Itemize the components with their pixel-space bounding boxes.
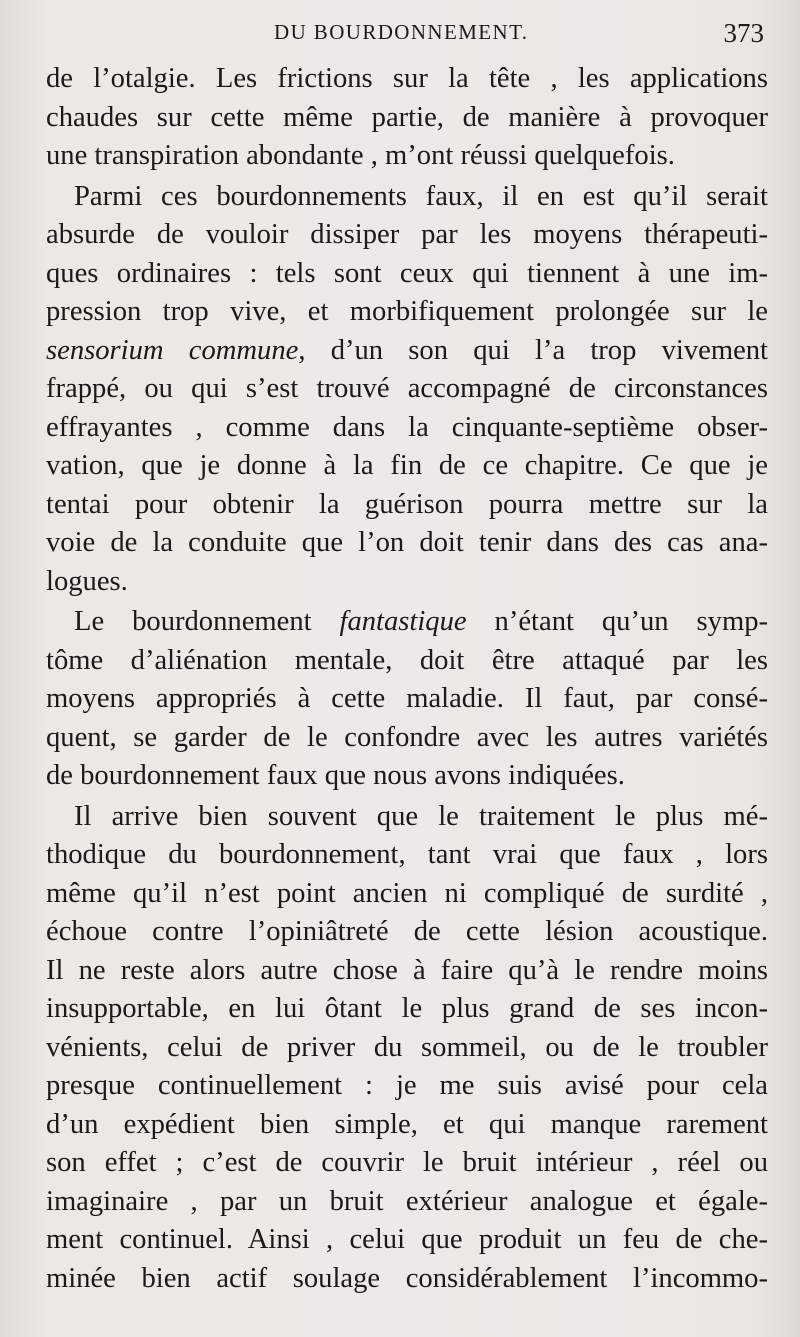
text-line: tôme d’aliénation mentale, doit être attaqué par les — [46, 644, 768, 676]
text-line: vation, que je donne à la fin de ce chapitre. Ce que je — [46, 450, 768, 481]
text-line: presque continuellement : je me suis avisé pour cela — [46, 1070, 768, 1101]
text-line — [46, 603, 768, 642]
text-line: moyens appropriés à cette maladie. Il faut, par consé- — [46, 683, 768, 714]
text-line: effrayantes , comme dans la cinquante-septième obser- — [46, 411, 768, 443]
text-line: de l’otalgie. Les frictions sur la tête , les applications — [46, 63, 768, 94]
text-line: Il ne reste alors autre chose à faire qu’à le rendre moins — [46, 954, 768, 986]
text-line: thodique du bourdonnement, tant vrai que faux , lors — [46, 839, 768, 870]
text-line: minée bien actif soulage considérablement l’incommo- — [46, 1262, 768, 1294]
text-line: logues. — [46, 565, 128, 597]
text-line: ment continuel. Ainsi , celui que produit un feu de che- — [46, 1224, 768, 1255]
text-line: frappé, ou qui s’est trouvé accompagné de circonstances — [46, 373, 768, 404]
text-line: de bourdonnement faux que nous avons indiquées. — [46, 760, 625, 791]
running-head — [46, 16, 768, 52]
italic-term: sensorium commune — [46, 334, 299, 366]
text-line: voie de la conduite que l’on doit tenir dans des cas ana- — [46, 527, 768, 558]
text-line: absurde de vouloir dissiper par les moyens thérapeuti- — [46, 219, 768, 250]
text-line: quent, se garder de le confondre avec les autres variétés — [46, 721, 768, 753]
text-line — [46, 332, 768, 371]
text-line: insupportable, en lui ôtant le plus grand de ses incon- — [46, 993, 768, 1024]
italic-term: fantastique — [339, 606, 467, 637]
text-line: ques ordinaires : tels sont ceux qui tiennent à une im- — [46, 257, 768, 289]
text-line: Il arrive bien souvent que le traitement le plus mé- — [74, 800, 768, 832]
text-line: Parmi ces bourdonnements faux, il en est qu’il serait — [74, 180, 768, 212]
text-line: échoue contre l’opiniâtreté de cette lésion acoustique. — [46, 916, 768, 947]
text-line: vénients, celui de priver du sommeil, ou de le troubler — [46, 1031, 768, 1063]
text-line: une transpiration abondante , m’ont réussi quelquefois. — [46, 140, 675, 171]
text-fragment: , d’un son qui l’a trop vivement — [298, 334, 768, 366]
text-line: chaudes sur cette même partie, de manière à provoquer — [46, 101, 768, 133]
body-text — [46, 60, 768, 1298]
page-number: 373 — [723, 18, 764, 48]
text-fragment: Le bourdonnement — [74, 606, 340, 637]
text-line: même qu’il n’est point ancien ni compliqué de surdité , — [46, 877, 768, 909]
text-line: d’un expédient bien simple, et qui manque rarement — [46, 1108, 768, 1140]
text-line: son effet ; c’est de couvrir le bruit intérieur , réel ou — [46, 1147, 768, 1178]
text-fragment: n’étant qu’un symp- — [466, 606, 769, 637]
text-line: pression trop vive, et morbifiquement prolongée sur le — [46, 296, 768, 327]
text-line: tentai pour obtenir la guérison pourra mettre sur la — [46, 488, 768, 520]
text-line: imaginaire , par un bruit extérieur analogue et égale- — [46, 1185, 768, 1217]
running-title: DU BOURDONNEMENT. — [274, 20, 529, 44]
